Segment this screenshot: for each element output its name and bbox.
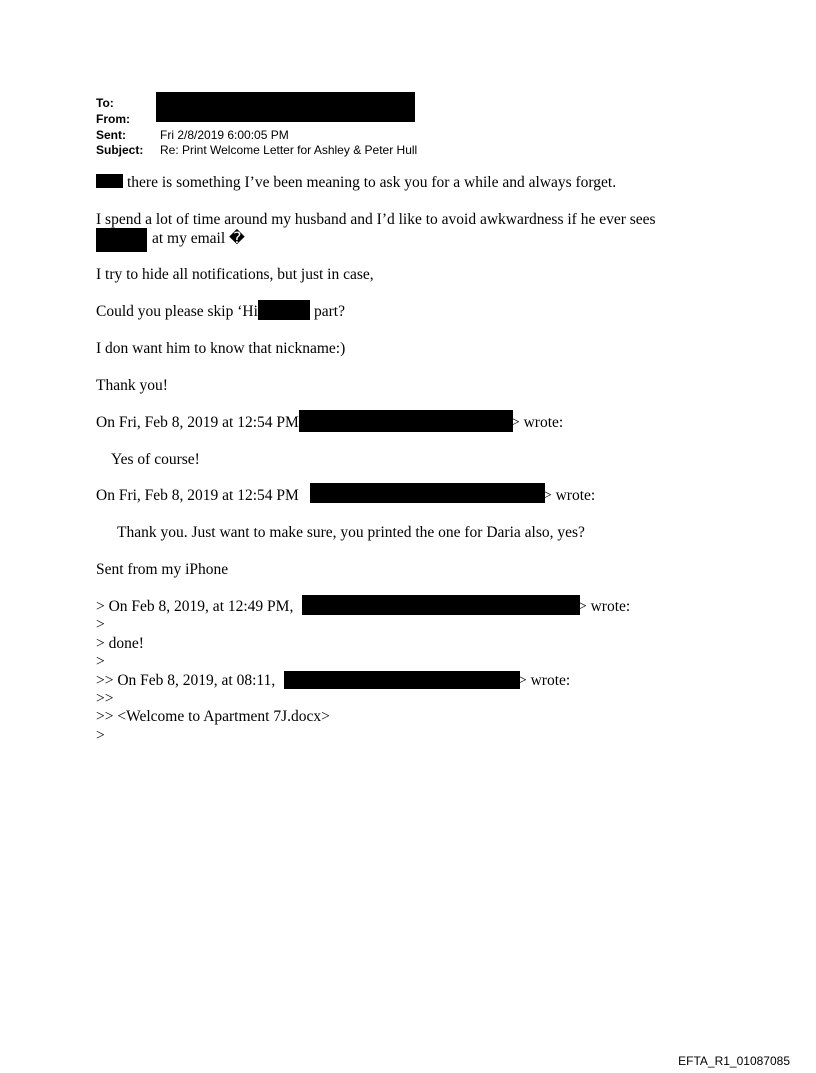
quote-marker-2: >	[96, 653, 105, 670]
quote-4-suffix: > wrote:	[518, 672, 571, 689]
redaction-greeting-name	[96, 174, 123, 188]
to-label: To:	[96, 96, 114, 110]
body-line-2a: I spend a lot of time around my husband and I’d like to avoid awkwardness if he ever sees	[96, 211, 656, 228]
sent-label: Sent:	[96, 128, 126, 142]
body-line-4a: Could you please skip ‘Hi	[96, 303, 258, 320]
body-line-4b: part?	[314, 303, 345, 320]
redaction-quote-3-sender	[302, 595, 580, 615]
body-line-5: I don want him to know that nickname:)	[96, 340, 346, 357]
quote-3-prefix: > On Feb 8, 2019, at 12:49 PM,	[96, 598, 294, 615]
quote-1-prefix: On Fri, Feb 8, 2019 at 12:54 PM	[96, 414, 299, 431]
quote-attachment: >> <Welcome to Apartment 7J.docx>	[96, 708, 330, 725]
quote-3-suffix: > wrote:	[578, 598, 631, 615]
redaction-quote-2-sender	[310, 483, 545, 503]
redaction-nickname-2	[258, 300, 310, 320]
sent-value: Fri 2/8/2019 6:00:05 PM	[160, 128, 289, 142]
quote-marker-1: >	[96, 616, 105, 633]
quote-done: > done!	[96, 635, 144, 652]
body-line-3: I try to hide all notifications, but just in case,	[96, 266, 374, 283]
document-id: EFTA_R1_01087085	[678, 1054, 790, 1068]
quote-4-prefix: >> On Feb 8, 2019, at 08:11,	[96, 672, 276, 689]
quote-2-prefix: On Fri, Feb 8, 2019 at 12:54 PM	[96, 487, 299, 504]
quote-1-suffix: > wrote:	[511, 414, 564, 431]
redaction-quote-1-sender	[299, 410, 513, 432]
subject-value: Re: Print Welcome Letter for Ashley & Peter Hull	[160, 143, 418, 157]
body-line-1: there is something I’ve been meaning to ask you for a while and always forget.	[127, 174, 617, 191]
quote-marker-3: >>	[96, 690, 114, 707]
redaction-quote-4-sender	[284, 671, 520, 689]
from-label: From:	[96, 112, 130, 126]
redaction-recipient	[156, 92, 415, 122]
body-line-6: Thank you!	[96, 377, 168, 394]
reply-1: Yes of course!	[111, 451, 200, 468]
quote-2-suffix: > wrote:	[543, 487, 596, 504]
subject-label: Subject:	[96, 143, 144, 157]
redaction-nickname-1	[96, 228, 147, 252]
reply-2: Thank you. Just want to make sure, you printed the one for Daria also, yes?	[117, 524, 585, 541]
quote-marker-4: >	[96, 727, 105, 744]
body-line-2b: at my email �	[152, 230, 245, 247]
sent-from-line: Sent from my iPhone	[96, 561, 229, 578]
